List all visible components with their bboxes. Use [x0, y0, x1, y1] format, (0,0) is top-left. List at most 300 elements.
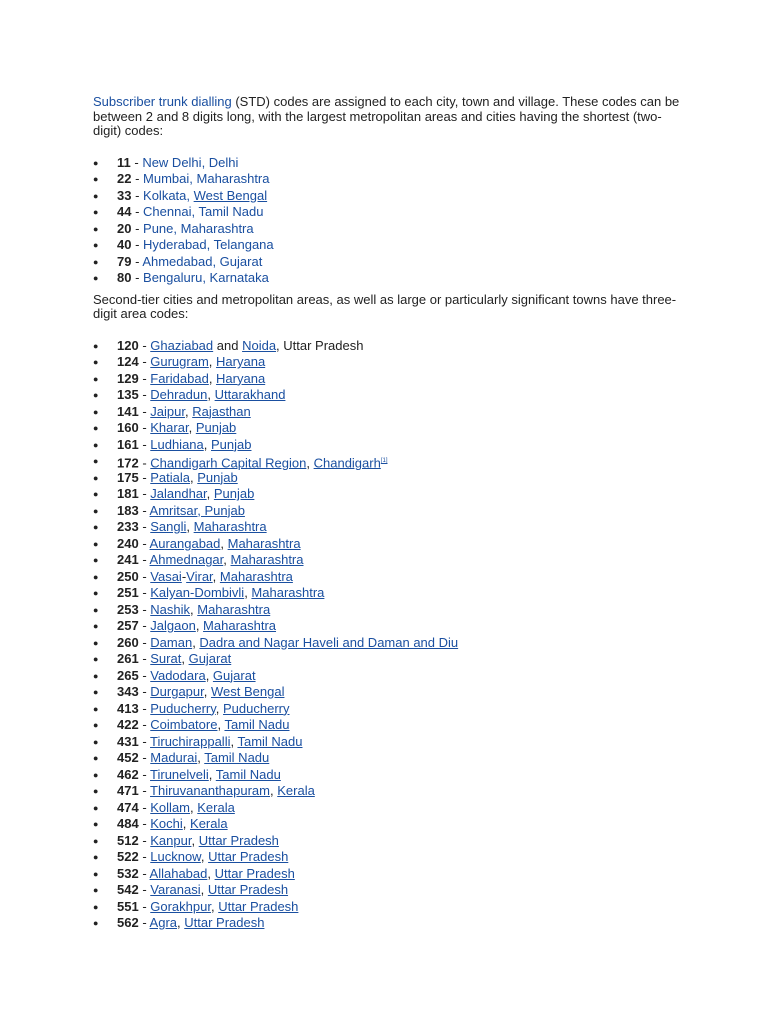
- area-code: 471: [117, 783, 139, 798]
- bullet-icon: ●: [93, 406, 99, 417]
- list-item: [93, 221, 683, 238]
- bullet-icon: ●: [93, 538, 99, 549]
- list-item: [93, 171, 683, 188]
- list-item: [93, 750, 683, 767]
- place-link[interactable]: Vasai: [150, 568, 182, 584]
- place-link[interactable]: Ludhiana: [150, 436, 204, 452]
- list-item: [93, 387, 683, 404]
- place-text: ,: [244, 585, 252, 600]
- place-text: ,: [181, 651, 189, 666]
- area-code: 431: [117, 733, 139, 749]
- place-text: ,: [217, 717, 225, 732]
- place-link[interactable]: Maharashtra: [180, 220, 254, 236]
- bullet-icon: ●: [93, 637, 99, 648]
- bullet-icon: ●: [93, 555, 99, 565]
- area-code: 124: [117, 354, 139, 369]
- area-code: 181: [117, 486, 139, 501]
- bullet-icon: ●: [93, 885, 99, 895]
- list-item: [93, 237, 683, 254]
- place-link[interactable]: Kochi: [150, 816, 183, 831]
- area-code: 343: [117, 684, 139, 699]
- place-link[interactable]: Pune: [143, 220, 174, 236]
- bullet-icon: ●: [93, 423, 99, 433]
- separator: -: [138, 601, 151, 617]
- separator: -: [138, 486, 151, 501]
- bullet-icon: ●: [93, 505, 99, 516]
- place-link[interactable]: Amritsar, Punjab: [149, 502, 245, 518]
- bullet-icon: ●: [93, 918, 99, 928]
- two-digit-code-list: [93, 155, 683, 287]
- place-text: ,: [208, 354, 217, 369]
- bullet-icon: ●: [93, 588, 99, 598]
- place-link: ,: [186, 187, 194, 203]
- place-link[interactable]: Delhi: [208, 154, 239, 170]
- place-link[interactable]: Jalandhar: [150, 486, 207, 501]
- bullet-icon: ●: [93, 703, 99, 714]
- place-text: ,: [177, 915, 185, 930]
- place-link[interactable]: West Bengal: [193, 187, 268, 203]
- place-link[interactable]: Kolkata: [143, 187, 187, 203]
- place-link[interactable]: Kerala: [190, 816, 228, 831]
- list-item: [93, 701, 683, 718]
- area-code: 129: [117, 370, 139, 386]
- separator: -: [138, 766, 151, 782]
- place-link[interactable]: Maharashtra: [196, 171, 270, 186]
- separator: -: [131, 253, 143, 269]
- area-code: 135: [117, 387, 139, 402]
- bullet-icon: ●: [93, 357, 99, 367]
- intro-paragraph: [93, 95, 683, 139]
- separator: -: [138, 832, 151, 848]
- area-code: 175: [117, 469, 139, 485]
- bullet-icon: ●: [93, 240, 99, 250]
- area-code: 413: [117, 700, 139, 716]
- list-item: [93, 536, 683, 553]
- place-link[interactable]: Varanasi: [150, 882, 201, 897]
- separator: -: [138, 337, 151, 353]
- list-item: [93, 816, 683, 833]
- area-code: 251: [117, 585, 139, 600]
- place-link[interactable]: West Bengal: [210, 684, 285, 699]
- place-text: ,: [190, 799, 198, 815]
- list-item: [93, 717, 683, 734]
- list-item: [93, 470, 683, 487]
- list-item: [93, 453, 683, 470]
- bullet-icon: ●: [93, 901, 99, 912]
- separator: -: [138, 700, 151, 716]
- bullet-icon: ●: [93, 753, 99, 763]
- area-code: 474: [117, 799, 139, 815]
- place-link: ,: [189, 171, 197, 186]
- area-code: 183: [117, 502, 139, 518]
- list-item: [93, 254, 683, 271]
- list-item: [93, 519, 683, 536]
- area-code: 79: [117, 253, 132, 269]
- separator: -: [138, 455, 151, 471]
- place-link: ,: [206, 237, 214, 252]
- place-link[interactable]: Tirunelveli: [150, 766, 209, 782]
- separator: -: [138, 684, 151, 699]
- place-text: ,: [203, 684, 211, 699]
- bullet-icon: ●: [93, 621, 99, 631]
- place-link: ,: [201, 154, 209, 170]
- place-link[interactable]: Allahabad: [149, 865, 208, 881]
- bullet-icon: ●: [93, 802, 99, 813]
- list-item: [93, 833, 683, 850]
- place-link[interactable]: Faridabad: [150, 370, 209, 386]
- place-link[interactable]: Maharashtra: [251, 585, 325, 600]
- place-text: ,: [215, 700, 224, 716]
- place-link[interactable]: Bengaluru: [143, 270, 203, 285]
- place-link[interactable]: Uttar Pradesh: [218, 898, 299, 914]
- place-text: ,: [184, 403, 193, 419]
- list-item: [93, 882, 683, 899]
- separator: -: [138, 519, 151, 534]
- place-link[interactable]: Haryana: [216, 370, 266, 386]
- list-item: [93, 270, 683, 287]
- place-text: ,: [200, 849, 209, 864]
- list-item: [93, 371, 683, 388]
- place-link[interactable]: Vadodara: [150, 667, 206, 683]
- bullet-icon: ●: [93, 340, 99, 351]
- place-link[interactable]: Puducherry: [150, 700, 216, 716]
- list-item: [93, 204, 683, 221]
- place-link[interactable]: Thiruvananthapuram: [150, 783, 270, 798]
- place-link: ,: [202, 270, 210, 285]
- place-link[interactable]: Ahmednagar: [149, 552, 224, 567]
- bullet-icon: ●: [93, 604, 99, 615]
- bullet-icon: ●: [93, 157, 99, 168]
- place-text: ,: [270, 783, 278, 798]
- separator: -: [138, 634, 151, 650]
- place-link[interactable]: Coimbatore: [150, 717, 218, 732]
- std-link[interactable]: Subscriber trunk dialling: [93, 94, 232, 109]
- area-code: 141: [117, 403, 139, 419]
- place-link[interactable]: Kanpur: [150, 832, 192, 848]
- place-link[interactable]: Gujarat: [212, 667, 256, 683]
- list-item: [93, 404, 683, 421]
- area-code: 240: [117, 535, 139, 551]
- place-link[interactable]: Tamil Nadu: [215, 766, 281, 782]
- area-code: 265: [117, 667, 139, 683]
- area-code: 33: [117, 187, 132, 203]
- place-link[interactable]: Patiala: [150, 469, 191, 485]
- place-link[interactable]: Uttar Pradesh: [207, 882, 289, 897]
- document-page: [93, 95, 683, 932]
- place-link[interactable]: Dadra and Nagar Haveli and Daman and Diu: [199, 634, 459, 650]
- area-code: 233: [117, 519, 139, 534]
- bullet-icon: ●: [93, 687, 99, 697]
- list-item: [93, 155, 683, 172]
- place-link[interactable]: Tamil Nadu: [204, 750, 270, 765]
- separator: -: [138, 799, 151, 815]
- place-link[interactable]: Gurugram: [150, 354, 209, 369]
- bullet-icon: ●: [93, 390, 99, 400]
- area-code: 11: [117, 154, 131, 170]
- place-text: ,: [190, 469, 198, 485]
- area-code: 120: [117, 337, 139, 353]
- place-text: ,: [212, 568, 220, 584]
- place-link[interactable]: Punjab: [197, 469, 238, 485]
- area-code: 562: [117, 915, 139, 930]
- area-code: 261: [117, 651, 139, 666]
- place-link[interactable]: Uttar Pradesh: [184, 915, 265, 930]
- place-link[interactable]: Mumbai: [143, 171, 190, 186]
- separator: -: [131, 187, 144, 203]
- area-code: 250: [117, 568, 139, 584]
- place-text: ,: [208, 766, 216, 782]
- separator: -: [131, 237, 144, 252]
- list-item: [93, 767, 683, 784]
- bullet-icon: ●: [93, 207, 99, 217]
- list-item: [93, 849, 683, 866]
- place-link[interactable]: Sangli: [150, 519, 187, 534]
- place-link[interactable]: Kharar: [150, 420, 189, 435]
- place-link[interactable]: Kerala: [277, 783, 315, 798]
- place-link[interactable]: Rajasthan: [192, 403, 251, 419]
- place-text: ,: [195, 618, 204, 633]
- bullet-icon: ●: [93, 472, 99, 483]
- list-item: [93, 552, 683, 569]
- place-link[interactable]: Karnataka: [209, 270, 269, 285]
- place-link[interactable]: Uttarakhand: [214, 387, 286, 402]
- place-link[interactable]: Hyderabad: [143, 237, 207, 252]
- area-code: 22: [117, 171, 132, 186]
- place-link[interactable]: Telangana: [213, 237, 274, 252]
- area-code: 20: [117, 220, 132, 236]
- place-text: ,: [230, 733, 238, 749]
- area-code: 241: [117, 552, 139, 567]
- place-link[interactable]: Punjab: [213, 486, 255, 501]
- intro-text: (STD) codes are assigned to each city, town and village. These codes can be between 2 and 8 digits long, with the largest metropolitan areas and cities having the shortest (two-digit) codes:: [93, 94, 680, 138]
- place-text: ,: [200, 882, 208, 897]
- place-text: ,: [207, 387, 215, 402]
- place-text: ,: [186, 519, 194, 534]
- bullet-icon: ●: [93, 522, 99, 532]
- separator: -: [138, 618, 151, 633]
- citation-link[interactable]: [1]: [380, 458, 388, 464]
- place-link: ,: [191, 204, 199, 219]
- place-text: and: [213, 337, 243, 353]
- area-code: 40: [117, 237, 132, 252]
- place-link[interactable]: Ahmedabad: [142, 253, 213, 269]
- separator: -: [138, 882, 151, 897]
- list-item: [93, 668, 683, 685]
- place-link[interactable]: Maharashtra: [203, 618, 277, 633]
- area-code: 542: [117, 882, 139, 897]
- place-link[interactable]: Gujarat: [188, 651, 232, 666]
- place-text: ,: [205, 667, 213, 683]
- place-text: ,: [306, 455, 314, 471]
- place-link[interactable]: Daman: [150, 634, 193, 650]
- bullet-icon: ●: [93, 373, 99, 384]
- place-link[interactable]: Tiruchirappalli: [150, 733, 231, 749]
- place-link[interactable]: Agra: [149, 915, 178, 930]
- separator: -: [138, 849, 151, 864]
- place-link[interactable]: Virar: [186, 568, 213, 584]
- separator: -: [138, 436, 151, 452]
- bullet-icon: ●: [93, 835, 99, 846]
- bullet-icon: ●: [93, 571, 99, 582]
- bullet-icon: ●: [93, 852, 99, 862]
- area-code: 172: [117, 455, 139, 471]
- area-code: 532: [117, 865, 139, 881]
- area-code: 484: [117, 816, 139, 831]
- bullet-icon: ●: [93, 273, 99, 283]
- place-link[interactable]: Jaipur: [150, 403, 185, 419]
- list-item: [93, 437, 683, 454]
- place-link: ,: [173, 220, 181, 236]
- separator: -: [138, 750, 151, 765]
- separator: -: [138, 370, 151, 386]
- separator: -: [130, 154, 143, 170]
- place-link: ,: [212, 253, 220, 269]
- area-code: 160: [117, 420, 139, 435]
- separator: -: [138, 387, 151, 402]
- place-link[interactable]: Jalgaon: [150, 618, 196, 633]
- list-item: [93, 420, 683, 437]
- place-link[interactable]: Madurai: [150, 750, 198, 765]
- place-link[interactable]: Puducherry: [223, 700, 290, 716]
- list-item: [93, 651, 683, 668]
- area-code: 161: [117, 436, 139, 452]
- area-code: 522: [117, 849, 139, 864]
- place-text: ,: [190, 601, 198, 617]
- place-link[interactable]: Aurangabad: [149, 535, 221, 551]
- bullet-icon: ●: [93, 786, 99, 796]
- separator: -: [138, 915, 150, 930]
- list-item: [93, 684, 683, 701]
- area-code: 551: [117, 898, 139, 914]
- list-item: [93, 866, 683, 883]
- place-text: ,: [210, 898, 219, 914]
- bullet-icon: ●: [93, 439, 99, 450]
- bullet-icon: ●: [93, 868, 99, 879]
- list-item: [93, 899, 683, 916]
- list-item: [93, 783, 683, 800]
- area-code: 462: [117, 766, 139, 782]
- list-item: [93, 618, 683, 635]
- list-item: [93, 734, 683, 751]
- area-code: 512: [117, 832, 139, 848]
- list-item: [93, 354, 683, 371]
- area-code: 44: [117, 204, 132, 219]
- list-item: [93, 486, 683, 503]
- list-item: [93, 635, 683, 652]
- separator: -: [138, 816, 151, 831]
- bullet-icon: ●: [93, 736, 99, 747]
- place-link[interactable]: Tamil Nadu: [237, 733, 303, 749]
- place-link[interactable]: Kalyan-Dombivli: [150, 585, 245, 600]
- separator: -: [131, 204, 144, 219]
- bullet-icon: ●: [93, 190, 99, 201]
- place-link[interactable]: Dehradun: [150, 387, 208, 402]
- separator: -: [138, 403, 151, 419]
- list-item: [93, 188, 683, 205]
- separator: -: [138, 568, 151, 584]
- bullet-icon: ●: [93, 720, 99, 730]
- place-link[interactable]: New Delhi: [142, 154, 202, 170]
- place-text: ,: [191, 832, 199, 848]
- place-link[interactable]: Uttar Pradesh: [208, 849, 289, 864]
- place-link[interactable]: Tamil Nadu: [198, 204, 264, 219]
- place-link[interactable]: Chandigarh: [313, 455, 381, 471]
- bullet-icon: ●: [93, 769, 99, 780]
- bullet-icon: ●: [93, 670, 99, 681]
- place-text: -: [181, 568, 187, 584]
- place-text: ,: [203, 436, 211, 452]
- place-link[interactable]: Gorakhpur: [150, 898, 211, 914]
- area-code: 253: [117, 601, 139, 617]
- separator: -: [131, 220, 144, 236]
- place-link[interactable]: Maharashtra: [193, 519, 267, 534]
- separator: -: [138, 651, 151, 666]
- place-link[interactable]: Haryana: [216, 354, 266, 369]
- bullet-icon: ●: [93, 256, 99, 267]
- place-text: ,: [208, 370, 217, 386]
- three-digit-code-list: [93, 338, 683, 932]
- bullet-icon: ●: [93, 223, 99, 234]
- separator: -: [138, 585, 151, 600]
- place-link[interactable]: Maharashtra: [227, 535, 301, 551]
- bullet-icon: ●: [93, 489, 99, 499]
- bullet-icon: ●: [93, 456, 99, 466]
- place-link[interactable]: Durgapur: [150, 684, 204, 699]
- place-text: ,: [182, 816, 191, 831]
- place-link[interactable]: Tamil Nadu: [224, 717, 290, 732]
- separator: -: [138, 667, 151, 683]
- place-link[interactable]: Uttar Pradesh: [198, 832, 279, 848]
- place-link[interactable]: Noida: [242, 337, 277, 353]
- place-link[interactable]: Gujarat: [219, 253, 263, 269]
- place-text: ,: [207, 865, 215, 881]
- separator: -: [138, 469, 151, 485]
- list-item: [93, 338, 683, 355]
- area-code: 257: [117, 618, 139, 633]
- separator: -: [138, 865, 150, 881]
- place-link[interactable]: Chennai: [143, 204, 192, 219]
- list-item: [93, 915, 683, 932]
- place-link[interactable]: Nashik: [150, 601, 191, 617]
- list-item: [93, 602, 683, 619]
- place-link[interactable]: Punjab: [195, 420, 237, 435]
- list-item: [93, 569, 683, 586]
- place-link[interactable]: Maharashtra: [197, 601, 271, 617]
- place-link[interactable]: Chandigarh Capital Region: [150, 455, 307, 471]
- place-link[interactable]: Maharashtra: [230, 552, 304, 567]
- area-code: 260: [117, 634, 139, 650]
- bullet-icon: ●: [93, 174, 99, 184]
- place-text: ,: [188, 420, 196, 435]
- place-link[interactable]: Ghaziabad: [150, 337, 214, 353]
- separator: -: [138, 717, 151, 732]
- second-tier-paragraph: Second-tier cities and metropolitan areas, as well as large or particularly significant towns have three-digit area codes:: [93, 291, 677, 321]
- place-link[interactable]: Surat: [150, 651, 182, 666]
- place-text: ,: [206, 486, 214, 501]
- bullet-icon: ●: [93, 819, 99, 829]
- list-item: [93, 585, 683, 602]
- list-item: [93, 800, 683, 817]
- place-link[interactable]: Lucknow: [150, 849, 201, 864]
- place-text: ,: [197, 750, 205, 765]
- place-link[interactable]: Uttar Pradesh: [214, 865, 295, 881]
- separator: -: [138, 552, 150, 567]
- place-link[interactable]: Maharashtra: [219, 568, 293, 584]
- place-link[interactable]: Punjab: [211, 436, 252, 452]
- place-link[interactable]: Kollam: [150, 799, 191, 815]
- place-link[interactable]: Kerala: [197, 799, 235, 815]
- separator: -: [131, 171, 144, 186]
